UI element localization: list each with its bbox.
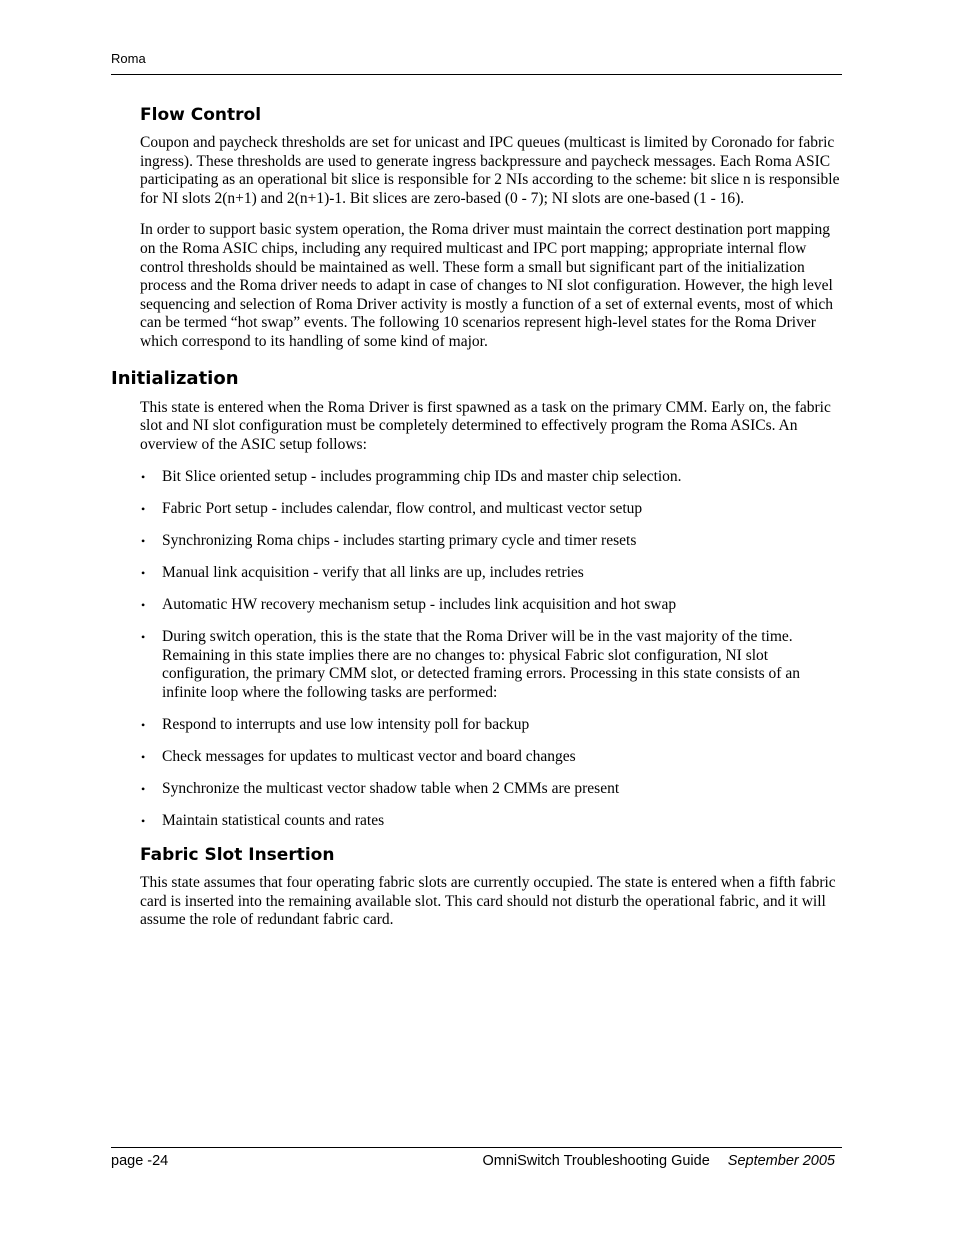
- paragraph: This state assumes that four operating fabric slots are currently occupied. The state is entered when a fifth fabric card is inserted into the remaining available slot. This card should not disturb the operational fabric, and it will assume the role of redundant fabric card.: [140, 873, 836, 929]
- bullet-icon: •: [141, 470, 146, 485]
- running-header-title: Roma: [111, 51, 146, 66]
- footer-guide-info: [482, 1152, 835, 1170]
- footer-rule: [111, 1147, 842, 1148]
- bullet-icon: •: [141, 718, 146, 732]
- bullet-icon: •: [141, 813, 146, 828]
- bullet-icon: •: [141, 598, 146, 613]
- list-item: [140, 500, 842, 519]
- bullet-icon: •: [141, 749, 146, 764]
- list-item: [140, 780, 842, 799]
- heading-flow-control: Flow Control: [140, 105, 262, 125]
- list-item: [140, 716, 842, 735]
- list-item: [140, 596, 842, 615]
- list-item-text: Maintain statistical counts and rates: [162, 811, 385, 829]
- list-item-text: Automatic HW recovery mechanism setup - includes link acquisition and hot swap: [162, 596, 677, 614]
- list-item: [140, 628, 842, 702]
- bullet-icon: •: [141, 781, 146, 796]
- list-item-text: Synchronize the multicast vector shadow table when 2 CMMs are present: [162, 779, 620, 797]
- list-item: [140, 468, 842, 487]
- publication-date: September 2005: [727, 1153, 835, 1169]
- list-item-text: Manual link acquisition - verify that all links are up, includes retries: [162, 564, 584, 582]
- list-item-text: Bit Slice oriented setup - includes programming chip IDs and master chip selection.: [162, 468, 682, 486]
- paragraph: In order to support basic system operation, the Roma driver must maintain the correct destination port mapping on the Roma ASIC chips, including any required multicast and IPC port mapping; appropriate internal flow control thresholds should be maintained as well. These form a small but significant part of the initialization process and the Roma driver needs to adapt in case of changes to NI slot configuration. However, the high level sequencing and selection of Roma Driver activity is mostly a function of a set of external events, most of which can be termed “hot swap” events. The following 10 scenarios represent high-level states for the Roma Driver which correspond to its handling of some kind of major.: [140, 221, 834, 350]
- list-item-text: Fabric Port setup - includes calendar, flow control, and multicast vector setup: [162, 500, 643, 518]
- bullet-icon: •: [141, 630, 146, 645]
- list-item-text: Check messages for updates to multicast vector and board changes: [162, 747, 576, 765]
- bullet-list: [140, 468, 842, 830]
- header-rule: [111, 74, 842, 75]
- list-item-text: During switch operation, this is the state that the Roma Driver will be in the vast majority of the time. Remaining in this state implies there are no changes to: physical Fabric slot configuration, NI slot configuration, the primary CMM slot, or detected framing errors. Processing in this state consists of an infinite loop where the following tasks are performed:: [162, 628, 800, 702]
- guide-title: OmniSwitch Troubleshooting Guide: [482, 1153, 710, 1169]
- list-item-text: Respond to interrupts and use low intensity poll for backup: [162, 716, 530, 733]
- page-body: [111, 104, 842, 943]
- list-item-text: Synchronizing Roma chips - includes starting primary cycle and timer resets: [162, 532, 637, 550]
- list-item: [140, 812, 842, 831]
- list-item: [140, 564, 842, 583]
- page-number: page -24: [111, 1153, 169, 1169]
- bullet-icon: •: [141, 534, 146, 549]
- list-item: [140, 748, 842, 767]
- heading-initialization: Initialization: [111, 367, 239, 389]
- heading-fabric-slot-insertion: Fabric Slot Insertion: [140, 844, 335, 865]
- bullet-icon: •: [141, 502, 146, 517]
- paragraph: Coupon and paycheck thresholds are set for unicast and IPC queues (multicast is limited by Coronado for fabric ingress). These thresholds are used to generate ingress backpressure and paycheck messages. Each Roma ASIC participating as an operational bit slice is responsible for 2 NIs according to the scheme: bit slice n is responsible for NI slots 2(n+1) and 2(n+1)-1. Bit slices are zero-based (0 - 7); NI slots are one-based (1 - 16).: [140, 134, 840, 207]
- list-item: [140, 532, 842, 551]
- paragraph: This state is entered when the Roma Driver is first spawned as a task on the primary CMM. Early on, the fabric slot and NI slot configuration must be completely determined to effectively program the Roma ASICs. An overview of the ASIC setup follows:: [140, 398, 831, 453]
- bullet-icon: •: [141, 566, 146, 581]
